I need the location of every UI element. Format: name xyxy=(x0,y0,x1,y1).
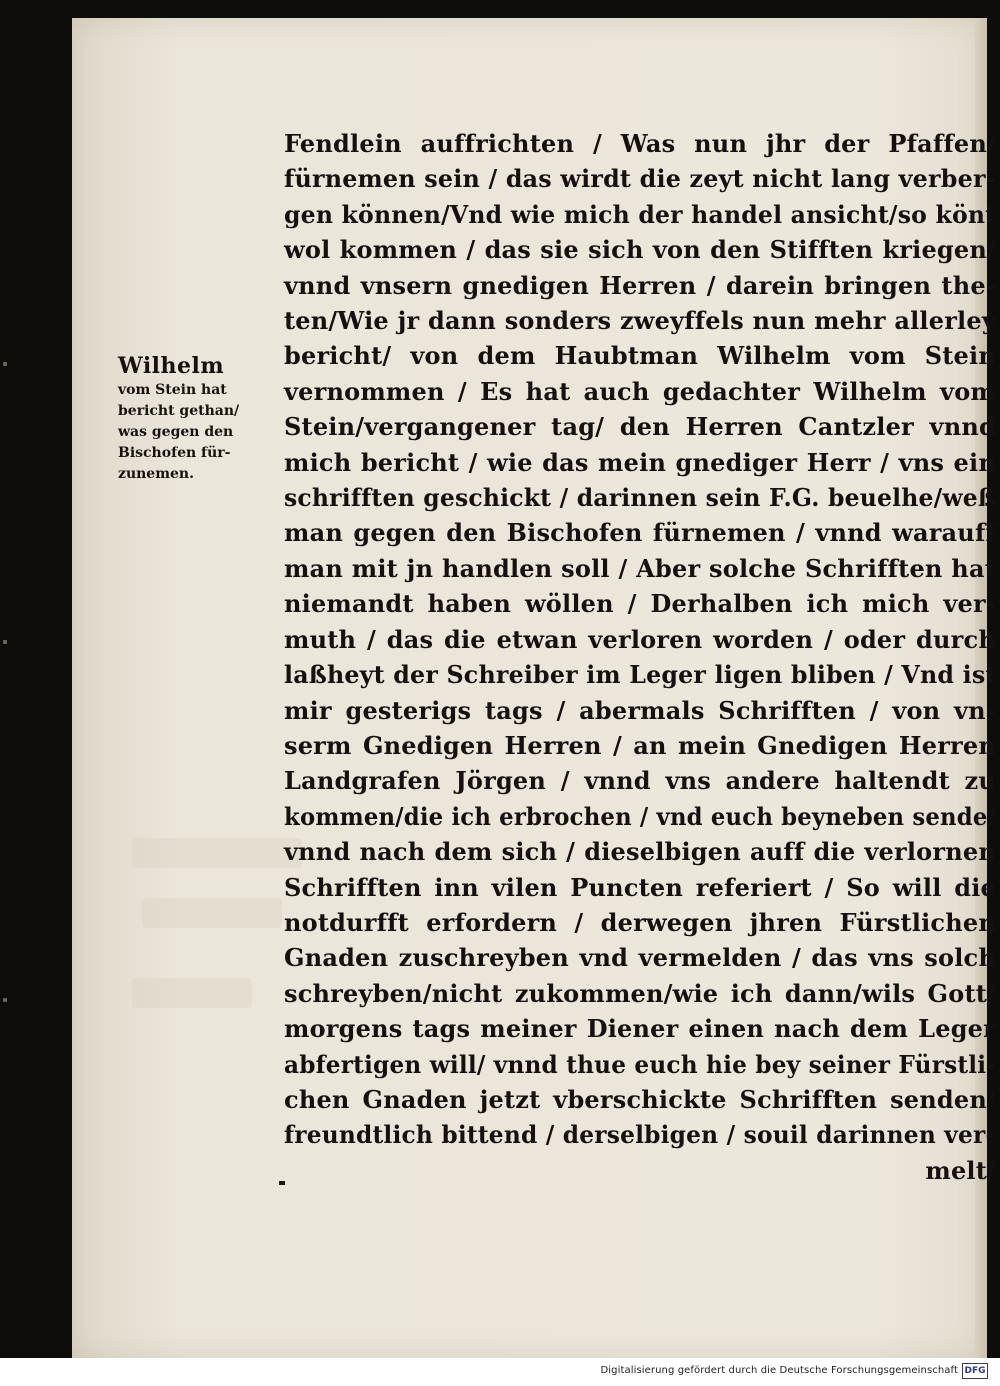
text-line: mich bericht / wie das mein gnediger Herr / vns ein xyxy=(284,447,996,477)
text-line: Gnaden zuschreyben vnd vermelden / das vns solch xyxy=(284,943,996,973)
text-line: schrifften geschickt / darinnen sein F.G. beuelhe/weß xyxy=(284,483,996,513)
margin-note-line: Wilhelm xyxy=(118,353,225,379)
text-line: bericht/ von dem Haubtman Wilhelm vom Stein xyxy=(284,341,996,371)
margin-note-line: zunemen. xyxy=(118,466,194,482)
text-line: mir gesterigs tags / abermals Schrifften / von vn- xyxy=(284,695,996,725)
printer-dash xyxy=(279,1181,285,1185)
text-line: ten/Wie jr dann sonders zweyffels nun mehr allerley xyxy=(284,306,996,336)
funding-credit: Digitalisierung gefördert durch die Deutsche Forschungsgemeinschaft xyxy=(600,1365,958,1376)
text-line: schreyben/nicht zukommen/wie ich dann/wils Gott/ xyxy=(284,978,996,1008)
text-line: man mit jn handlen soll / Aber solche Schrifften hat xyxy=(284,553,996,583)
margin-note-line: was gegen den xyxy=(118,424,234,440)
text-line: fürnemen sein / das wirdt die zeyt nicht lang verber- xyxy=(284,164,996,194)
margin-note-line: Bischofen für- xyxy=(118,445,231,461)
text-line: serm Gnedigen Herren / an mein Gnedigen Herren xyxy=(284,730,996,760)
main-text-block xyxy=(284,126,996,1188)
margin-note xyxy=(118,352,288,485)
text-line: laßheyt der Schreiber im Leger ligen bliben / Vnd ist xyxy=(284,660,997,690)
text-line: man gegen den Bischofen fürnemen / vnnd warauff xyxy=(284,518,996,548)
scan-mark xyxy=(3,362,7,366)
text-line: wol kommen / das sie sich von den Stifften kriegen/ xyxy=(284,235,996,265)
text-line: Schrifften inn vilen Puncten referiert / So will die xyxy=(284,872,996,902)
scan-mark xyxy=(3,640,7,644)
text-line: niemandt haben wöllen / Derhalben ich mich ver- xyxy=(284,589,996,619)
show-through xyxy=(132,978,252,1008)
text-line: kommen/die ich erbrochen / vnd euch beyneben sende/ xyxy=(284,801,997,831)
scan-mark xyxy=(3,998,7,1002)
text-line: morgens tags meiner Diener einen nach dem Leger xyxy=(284,1014,996,1044)
dfg-logo: DFG xyxy=(962,1363,988,1379)
text-line: vnnd nach dem sich / dieselbigen auff die verlornen xyxy=(284,837,996,867)
text-line: gen können/Vnd wie mich der handel ansicht/so könt xyxy=(284,199,997,229)
margin-note-line: bericht gethan/ xyxy=(118,403,240,419)
text-line: notdurfft erfordern / derwegen jhren Fürstlichen xyxy=(284,907,996,937)
text-line: Stein/vergangener tag/ den Herren Cantzler vnnd xyxy=(284,412,996,442)
text-line: vnnd vnsern gnedigen Herren / darein bringen the- xyxy=(284,270,996,300)
text-line: abfertigen will/ vnnd thue euch hie bey seiner Fürstli- xyxy=(284,1049,997,1079)
text-line: Fendlein auffrichten / Was nun jhr der Pfaffen/ xyxy=(284,129,996,158)
footer-bar xyxy=(0,1358,1000,1386)
show-through xyxy=(142,898,282,928)
text-line: chen Gnaden jetzt vberschickte Schrifften senden/ xyxy=(284,1084,996,1114)
margin-note-line: vom Stein hat xyxy=(118,382,227,398)
text-line: freundtlich bittend / derselbigen / souil darinnen ver- xyxy=(284,1120,996,1150)
text-line: vernommen / Es hat auch gedachter Wilhelm vom xyxy=(284,376,996,406)
catchword: melt/ xyxy=(925,1155,996,1185)
show-through xyxy=(132,838,302,868)
text-line: muth / das die etwan verloren worden / oder durch xyxy=(284,624,996,654)
text-line: Landgrafen Jörgen / vnnd vns andere haltendt zu xyxy=(284,766,996,796)
